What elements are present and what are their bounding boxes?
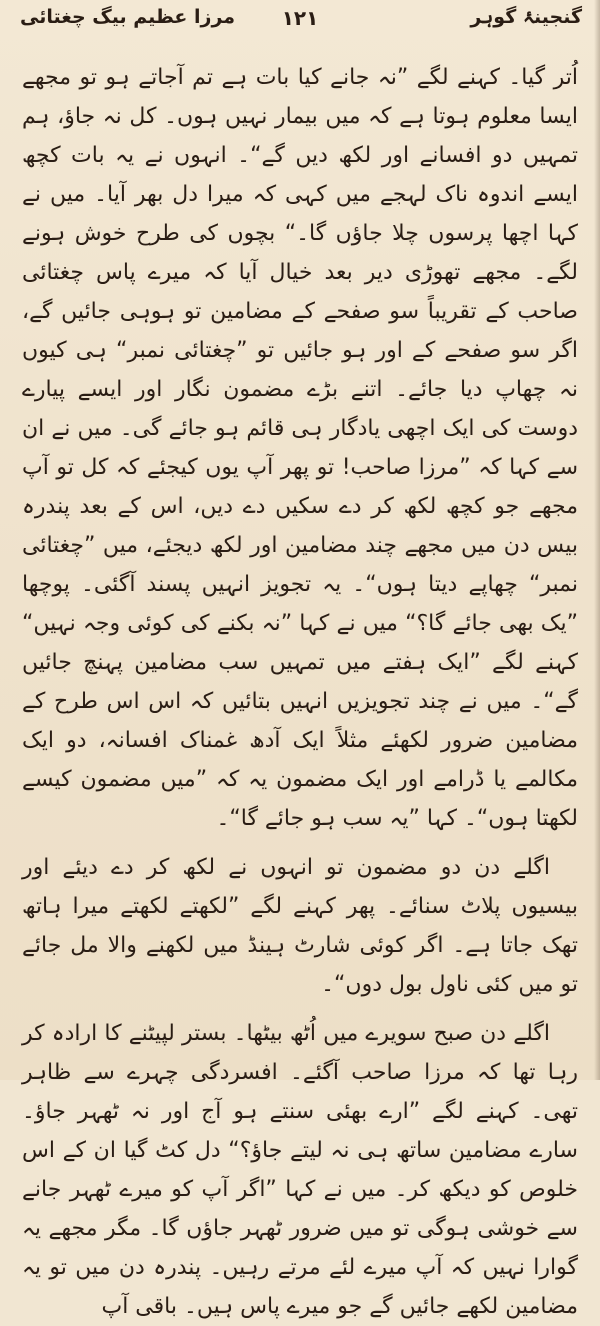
page-number: ۱۲۱ [281, 6, 319, 30]
book-title: گنجینۂ گوہر [470, 6, 582, 28]
paragraph: اگلے دن صبح سویرے میں اُٹھ بیٹھا۔ بستر لپیٹنے کا ارادہ کر رہا تھا کہ مرزا صاحب آگئے۔ افسردگی چہرے سے ظاہر تھی۔ کہنے لگے ”ارے بھئی سنتے ہو آج اور نہ ٹھہر جاؤ۔ سارے مضامین ساتھ ہی نہ لیتے جاؤ؟“ دل کٹ گیا ان کے اس خلوص کو دیکھ کر۔ میں نے کہا ”اگر آپ کو میرے ٹھہر جانے سے خوشی ہوگی تو میں ضرور ٹھہر جاؤں گا۔ مگر مجھے یہ گوارا نہیں کہ آپ میرے لئے مرتے رہیں۔ پندرہ دن میں تو یہ مضامین لکھے جائیں گے جو میرے پاس ہیں۔ باقی آپ [22, 1021, 578, 1319]
body-text [22, 58, 578, 1326]
page-header [0, 0, 600, 58]
paragraph: اُتر گیا۔ کہنے لگے ”نہ جانے کیا بات ہے تم آجاتے ہو تو مجھے ایسا معلوم ہوتا ہے کہ میں بیمار نہیں ہوں۔ کل نہ جاؤ، ہم تمہیں دو افسانے اور لکھ دیں گے“۔ انہوں نے یہ بات کچھ ایسے اندوہ ناک لہجے میں کہی کہ میرا دل بھر آیا۔ میں نے کہا اچھا پرسوں چلا جاؤں گا۔“ بچوں کی طرح خوش ہونے لگے۔ مجھے تھوڑی دیر بعد خیال آیا کہ میرے پاس چغتائی صاحب کے تقریباً سو صفحے کے مضامین تو ہوہی جائیں گے، اگر سو صفحے کے اور ہو جائیں تو ”چغتائی نمبر“ ہی کیوں نہ چھاپ دیا جائے۔ اتنے بڑے مضمون نگار اور ایسے پیارے دوست کی ایک اچھی یادگار ہی قائم ہو جائے گی۔ میں نے ان سے کہا کہ ”مرزا صاحب! تو پھر آپ یوں کیجئے کہ کل تو آپ مجھے جو کچھ لکھ کر دے سکیں دے دیں، اس کے بعد پندرہ بیس دن میں مجھے چند مضامین اور لکھ دیجئے، میں ”چغتائی نمبر“ چھاپے دیتا ہوں“۔ یہ تجویز انہیں پسند آگئی۔ پوچھا ”یک بھی جائے گا؟“ میں نے کہا ”نہ بکنے کی کوئی وجہ نہیں“ کہنے لگے ”ایک ہفتے میں تمہیں سب مضامین پہنچ جائیں گے“۔ میں نے چند تجویزیں انہیں بتائیں کہ اس اس طرح کے مضامین ضرور لکھئے مثلاً ایک آدھ غمناک افسانہ، دو ایک مکالمے یا ڈرامے اور ایک مضمون یہ کہ ”میں مضمون کیسے لکھتا ہوں“۔ کہا ”یہ سب ہو جائے گا“۔ [22, 65, 578, 831]
page-edge-shadow [594, 0, 600, 1080]
paragraph: اگلے دن دو مضمون تو انہوں نے لکھ کر دے دیئے اور بیسیوں پلاٹ سنائے۔ پھر کہنے لگے ”لکھتے لکھتے میرا ہاتھ تھک جاتا ہے۔ اگر کوئی شارٹ ہینڈ میں لکھنے والا مل جائے تو میں کئی ناول بول دوں“۔ [22, 855, 578, 997]
author-name: مرزا عظیم بیگ چغتائی [20, 6, 236, 28]
